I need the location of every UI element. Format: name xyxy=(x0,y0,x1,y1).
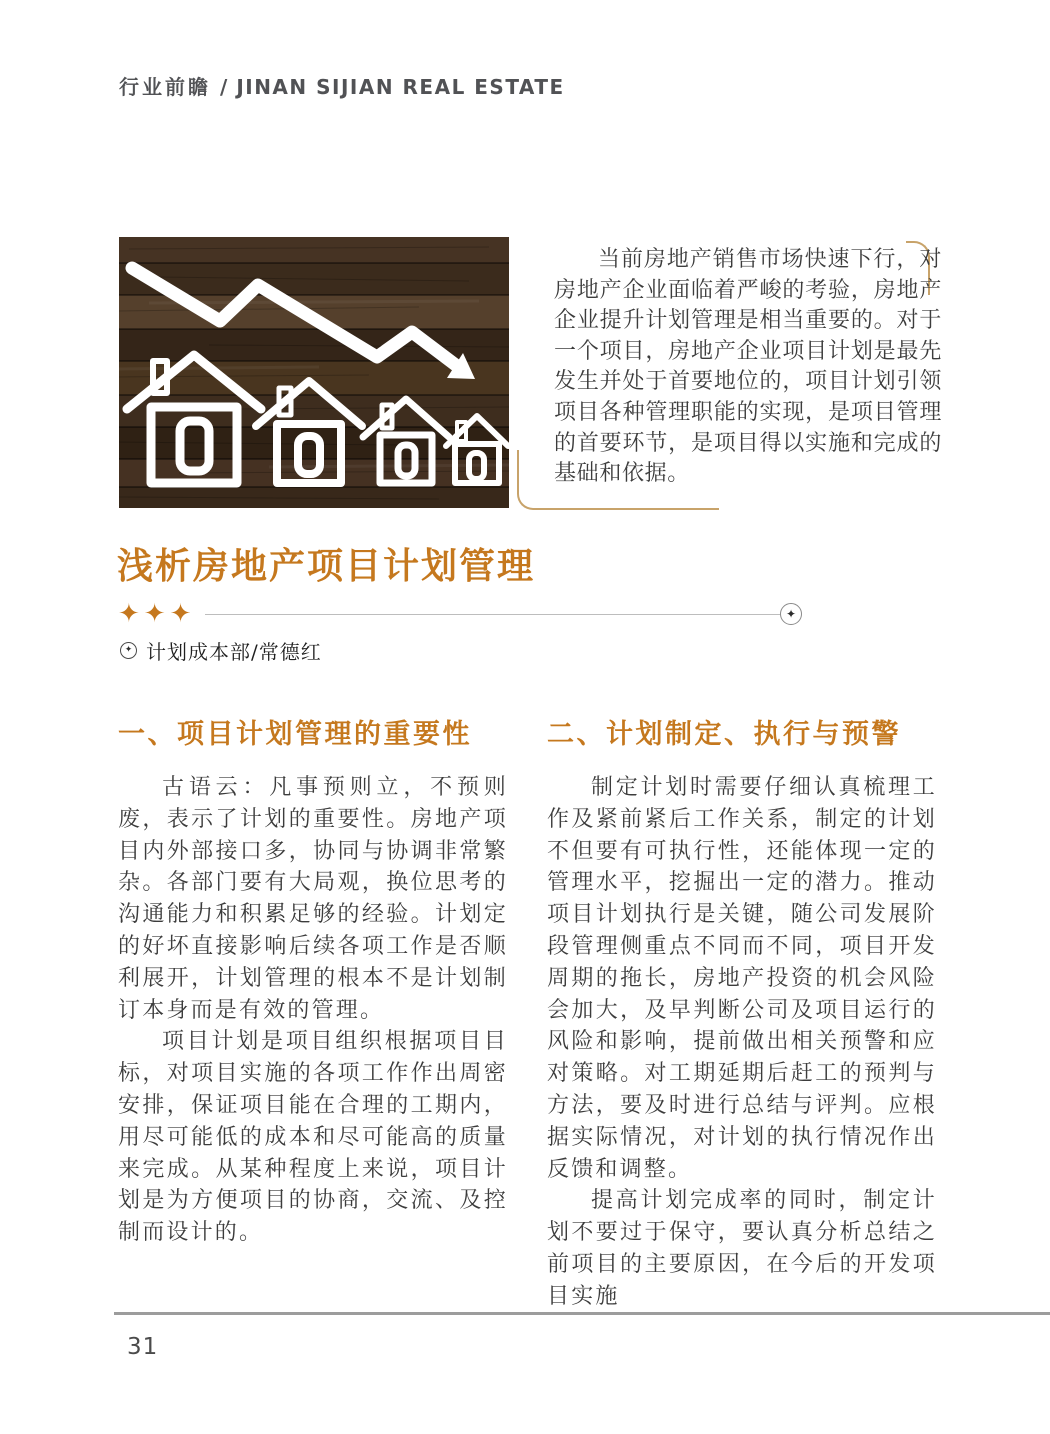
section-2-heading: 二、计划制定、执行与预警 xyxy=(547,719,901,750)
header-separator: / xyxy=(220,75,228,99)
section-2-paragraph-1: 制定计划时需要仔细认真梳理工作及紧前紧后工作关系，制定的计划不但要有可执行性，还能体现一定的管理水平，挖掘出一定的潜力。推动项目计划执行是关键，随公司发展阶段管理侧重点不同而不同，项目开发周期的拖长，房地产投资的机会风险会加大，及早判断公司及项目运行的风险和影响，提前做出相关预警和应对策略。对工期延期后赶工的预判与方法，要及时进行总结与评判。应根据实际情况，对计划的执行情况作出反馈和调整。 xyxy=(547,775,937,1182)
section-title-en: JINAN SIJIAN REAL ESTATE xyxy=(236,75,565,99)
divider-line xyxy=(205,614,780,615)
section-importance xyxy=(118,712,508,1313)
section-title-cn: 行业前瞻 xyxy=(119,75,211,99)
footer-rule xyxy=(114,1312,1050,1315)
circle-star-icon xyxy=(780,603,802,625)
hero-image-houses-decline xyxy=(119,237,509,508)
section-2-paragraph-2: 提高计划完成率的同时，制定计划不要过于保守，要认真分析总结之前项目的主要原因，在今后的开发项目实施 xyxy=(547,1188,937,1309)
article-columns xyxy=(118,712,937,1313)
section-1-heading: 一、项目计划管理的重要性 xyxy=(118,719,472,750)
byline xyxy=(120,636,322,665)
star-icon: ✦ xyxy=(118,599,140,629)
section-planning-warning xyxy=(547,712,937,1313)
byline-star-icon xyxy=(120,642,137,659)
star-glyph: ✦ xyxy=(785,607,797,621)
section-1-paragraph-1: 古语云：凡事预则立，不预则废，表示了计划的重要性。房地产项目内外部接口多，协同与协调非常繁杂。各部门要有大局观，换位思考的沟通能力和积累足够的经验。计划定的好坏直接影响后续各项工作是否顺利展开，计划管理的根本不是计划制订本身而是有效的管理。 xyxy=(118,775,508,1023)
title-divider xyxy=(118,601,802,627)
article-title: 浅析房地产项目计划管理 xyxy=(117,546,536,587)
star-icon: ✦ xyxy=(143,599,166,629)
intro-paragraph: 当前房地产销售市场快速下行，对房地产企业面临着严峻的考验，房地产企业提升计划管理是相当重要的。对于一个项目，房地产企业项目计划是最先发生并处于首要地位的，项目计划引领项目各种管理职能的实现，是项目管理的首要环节，是项目得以实施和完成的基础和依据。 xyxy=(554,247,942,487)
byline-text: 计划成本部/常德红 xyxy=(146,640,322,664)
wood-houses-illustration xyxy=(119,237,509,508)
star-glyph: ✦ xyxy=(124,645,133,655)
section-1-paragraph-2: 项目计划是项目组织根据项目目标，对项目实施的各项工作作出周密安排，保证项目能在合理的工期内，用尽可能低的成本和尽可能高的质量来完成。从某种程度上来说，项目计划是为方便项目的协商，交流、及控制而设计的。 xyxy=(118,1029,508,1246)
page-header xyxy=(119,71,565,100)
page-number: 31 xyxy=(127,1334,159,1360)
star-icon: ✦ xyxy=(169,599,192,629)
